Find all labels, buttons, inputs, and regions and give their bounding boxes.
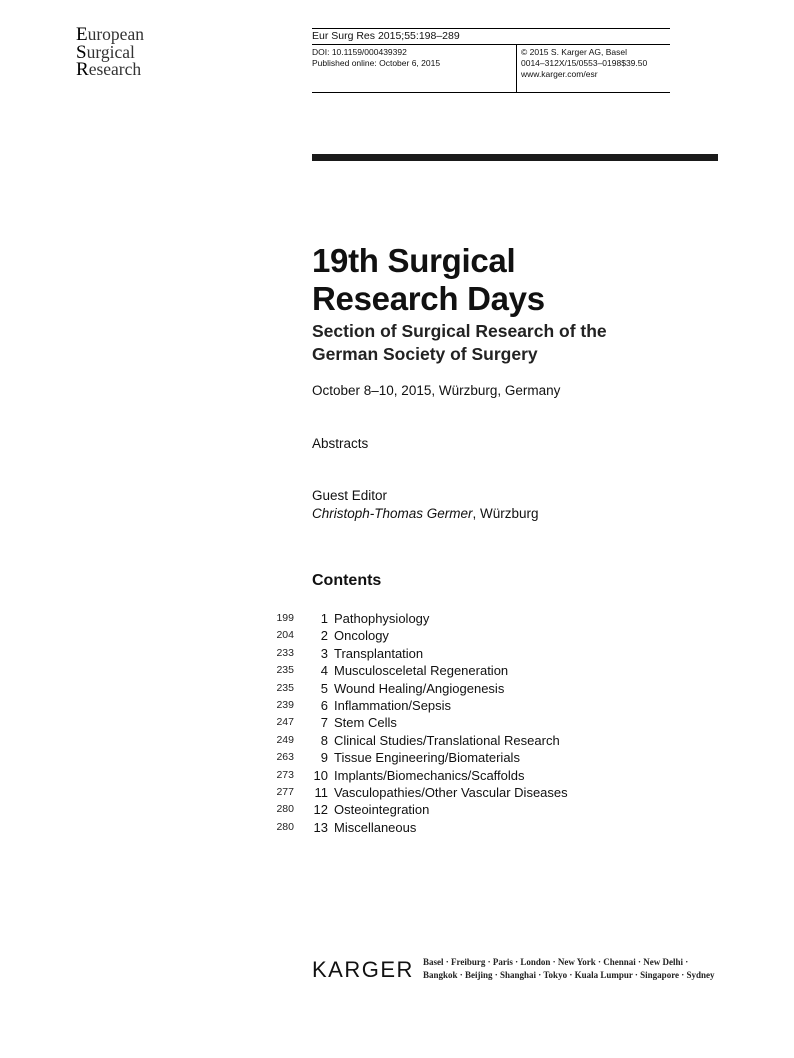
toc-title: Transplantation xyxy=(334,645,424,661)
toc-item[interactable] xyxy=(262,697,682,714)
toc-item[interactable] xyxy=(262,749,682,766)
doi: DOI: 10.1159/000439392 xyxy=(312,47,407,57)
toc-title: Wound Healing/Angiogenesis xyxy=(334,680,505,696)
event-dates: October 8–10, 2015 xyxy=(312,383,432,398)
toc-item[interactable] xyxy=(262,801,682,818)
toc-page: 280 xyxy=(276,820,294,833)
toc-title: Stem Cells xyxy=(334,715,397,731)
toc-title: Tissue Engineering/Biomaterials xyxy=(334,750,520,766)
toc-title: Inflammation/Sepsis xyxy=(334,697,452,713)
toc-item[interactable] xyxy=(262,784,682,801)
toc-number: 13 xyxy=(313,819,328,835)
logo-word-2: urgical xyxy=(86,41,135,62)
copyright: © 2015 S. Karger AG, Basel xyxy=(521,47,627,57)
cities-line-2: Bangkok · Beijing · Shanghai · Tokyo · Kuala Lumpur · Singapore · Sydney xyxy=(423,970,715,980)
table-of-contents xyxy=(262,610,682,836)
guest-editor-city: , Würzburg xyxy=(472,506,539,521)
subtitle-line-1: Section of Surgical Research of the xyxy=(312,321,607,341)
toc-page: 204 xyxy=(276,629,294,642)
title-bar xyxy=(312,154,718,161)
header-rule-middle xyxy=(312,44,670,45)
toc-page: 280 xyxy=(276,803,294,816)
toc-page: 199 xyxy=(276,612,294,624)
toc-title: Oncology xyxy=(334,628,389,644)
toc-title: Pathophysiology xyxy=(334,611,430,626)
toc-page: 247 xyxy=(276,716,294,729)
toc-page: 277 xyxy=(276,785,294,798)
contents-heading: Contents xyxy=(312,572,382,589)
logo-cap-e: E xyxy=(76,24,88,45)
toc-page: 233 xyxy=(276,646,294,659)
toc-item[interactable] xyxy=(262,714,682,731)
page-title xyxy=(312,242,545,318)
guest-editor xyxy=(312,506,539,521)
abstracts-label: Abstracts xyxy=(312,436,369,451)
toc-title: Implants/Biomechanics/Scaffolds xyxy=(334,767,525,783)
header-copyright-block xyxy=(521,47,647,80)
toc-number: 8 xyxy=(320,732,328,748)
journal-url[interactable]: www.karger.com/esr xyxy=(521,69,598,79)
toc-title: Miscellaneous xyxy=(334,819,417,835)
toc-item[interactable] xyxy=(262,767,682,784)
toc-page: 263 xyxy=(276,751,294,764)
toc-item[interactable] xyxy=(262,662,682,679)
published-date: Published online: October 6, 2015 xyxy=(312,58,441,68)
toc-number: 3 xyxy=(320,645,328,661)
toc-title: Osteointegration xyxy=(334,802,430,818)
toc-page: 249 xyxy=(276,733,294,746)
toc-item[interactable] xyxy=(262,627,682,644)
guest-editor-label: Guest Editor xyxy=(312,488,388,503)
page-subtitle xyxy=(312,320,607,366)
toc-page: 235 xyxy=(276,664,294,677)
toc-page: 273 xyxy=(276,768,294,781)
toc-number: 4 xyxy=(320,663,328,679)
header-rule-bottom xyxy=(312,92,670,93)
journal-logo xyxy=(76,26,144,79)
logo-cap-s: S xyxy=(76,41,87,63)
publisher-logo: KARGER xyxy=(312,957,414,982)
event-info xyxy=(312,383,560,398)
toc-number: 12 xyxy=(313,802,328,818)
toc-number: 11 xyxy=(314,784,328,800)
toc-title: Musculosceletal Regeneration xyxy=(334,663,509,679)
title-line-1: 19th Surgical xyxy=(312,242,516,279)
cities-line-1: Basel · Freiburg · Paris · London · New York · Chennai · New Delhi · xyxy=(423,957,689,967)
toc-item[interactable] xyxy=(262,610,682,627)
toc-item[interactable] xyxy=(262,732,682,749)
toc-number: 10 xyxy=(313,767,328,783)
toc-title: Clinical Studies/Translational Research xyxy=(334,732,560,748)
toc-item[interactable] xyxy=(262,645,682,662)
logo-word-1: uropean xyxy=(87,24,144,44)
toc-item[interactable] xyxy=(262,680,682,697)
logo-word-3: esearch xyxy=(88,59,142,79)
toc-title: Vasculopathies/Other Vascular Diseases xyxy=(334,784,568,800)
title-line-2: Research Days xyxy=(312,280,545,317)
toc-number: 7 xyxy=(320,715,328,731)
header-rule-top xyxy=(312,28,670,29)
issn: 0014–312X/15/0553–0198$39.50 xyxy=(521,58,648,68)
header-divider xyxy=(516,44,517,92)
toc-page: 239 xyxy=(276,698,294,711)
toc-page: 235 xyxy=(276,681,294,694)
toc-number: 9 xyxy=(320,750,328,766)
logo-cap-r: R xyxy=(76,59,89,80)
toc-item[interactable] xyxy=(262,819,682,836)
publisher-cities xyxy=(423,956,715,982)
toc-number: 6 xyxy=(320,697,328,713)
journal-citation: Eur Surg Res 2015;55:198–289 xyxy=(312,30,460,42)
toc-number: 1 xyxy=(320,611,328,626)
toc-number: 5 xyxy=(320,680,328,696)
guest-editor-name: Christoph-Thomas Germer xyxy=(312,506,473,521)
event-location: , Würzburg, Germany xyxy=(431,383,561,398)
toc-number: 2 xyxy=(320,628,328,644)
subtitle-line-2: German Society of Surgery xyxy=(312,344,538,364)
header-doi-block xyxy=(312,47,440,69)
